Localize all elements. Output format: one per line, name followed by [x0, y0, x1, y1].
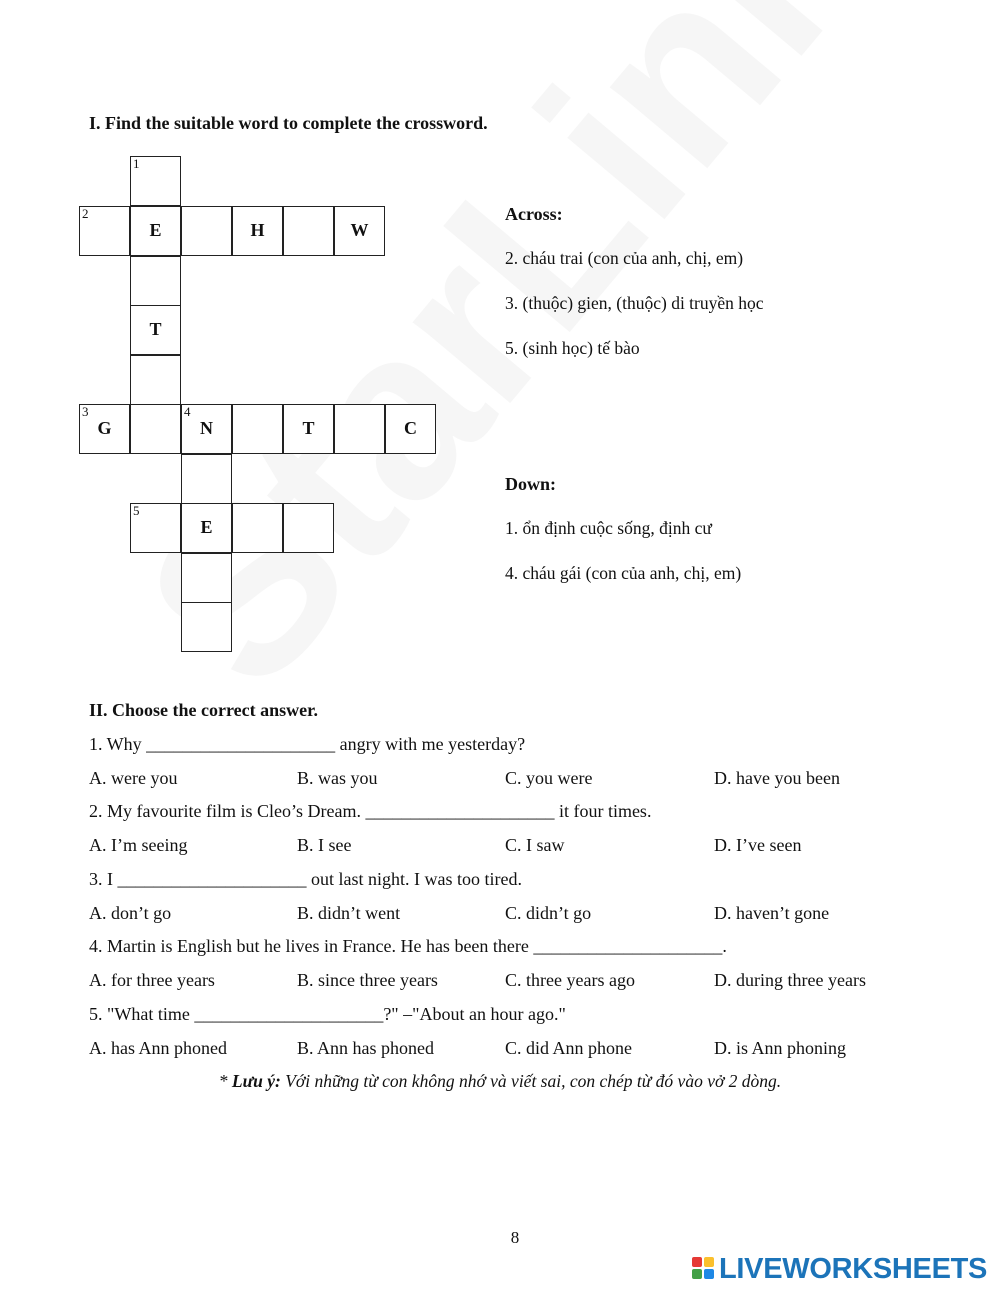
note-prefix: *: [218, 1071, 232, 1091]
crossword-cell-given: [283, 404, 334, 454]
page-number: 8: [510, 1228, 520, 1247]
clue-number-3: 3: [82, 404, 89, 419]
question-1: 1. Why _____________________ angry with me yesterday?: [89, 734, 526, 754]
crossword-cell-given: [385, 404, 436, 454]
crossword-input[interactable]: [184, 219, 229, 245]
crossword-cell[interactable]: [181, 553, 232, 603]
question-3: 3. I _____________________ out last night. I was too tired.: [89, 869, 522, 889]
across-clue: 3. (thuộc) gien, (thuộc) di truyền học: [505, 293, 764, 313]
option-3b[interactable]: B. didn’t went: [297, 903, 401, 923]
given-letter: E: [200, 517, 213, 537]
crossword-input[interactable]: [184, 615, 229, 641]
across-clue: 5. (sinh học) tế bào: [505, 338, 640, 358]
option-2d[interactable]: D. I’ve seen: [714, 835, 802, 855]
crossword-input[interactable]: [184, 566, 229, 592]
option-3a[interactable]: A. don’t go: [89, 903, 172, 923]
crossword-input[interactable]: [337, 417, 382, 443]
option-2c[interactable]: C. I saw: [505, 835, 565, 855]
down-clue: 1. ổn định cuộc sống, định cư: [505, 518, 712, 538]
given-letter: E: [149, 220, 162, 240]
crossword-cell[interactable]: [232, 404, 283, 454]
down-title: Down:: [505, 474, 557, 494]
crossword-input[interactable]: [184, 467, 229, 493]
crossword-cell-given: [181, 404, 232, 454]
crossword-input[interactable]: [133, 417, 178, 443]
liveworksheets-logo[interactable]: [692, 1254, 987, 1284]
option-1d[interactable]: D. have you been: [714, 768, 840, 788]
crossword-input[interactable]: [133, 368, 178, 394]
given-letter: G: [97, 418, 112, 438]
crossword-input[interactable]: [286, 516, 331, 542]
crossword-cell[interactable]: [232, 503, 283, 553]
crossword-cell[interactable]: [130, 156, 181, 206]
crossword-input[interactable]: [133, 269, 178, 295]
crossword-cell-given: [232, 206, 283, 256]
option-5d[interactable]: D. is Ann phoning: [714, 1038, 847, 1058]
crossword-cell[interactable]: [130, 256, 181, 306]
crossword-cell[interactable]: [130, 404, 181, 454]
option-1b[interactable]: B. was you: [297, 768, 378, 788]
crossword-cell[interactable]: [283, 503, 334, 553]
option-4a[interactable]: A. for three years: [89, 970, 215, 990]
crossword-input[interactable]: [235, 417, 280, 443]
option-5b[interactable]: B. Ann has phoned: [297, 1038, 434, 1058]
option-3d[interactable]: D. haven’t gone: [714, 903, 830, 923]
given-letter: W: [350, 220, 369, 240]
note-text: Với những từ con không nhớ và viết sai, con chép từ đó vào vở 2 dòng.: [280, 1071, 782, 1091]
liveworksheets-logo-icon: [692, 1257, 716, 1281]
option-4c[interactable]: C. three years ago: [505, 970, 635, 990]
down-clue: 4. cháu gái (con của anh, chị, em): [505, 563, 742, 583]
crossword-cell[interactable]: [130, 503, 181, 553]
crossword-cell-given: [130, 305, 181, 355]
crossword-cell[interactable]: [334, 404, 385, 454]
question-5: 5. "What time _____________________?" –"About an hour ago.": [89, 1004, 566, 1024]
option-4b[interactable]: B. since three years: [297, 970, 438, 990]
crossword-cell-given: [79, 404, 130, 454]
across-clue: 2. cháu trai (con của anh, chị, em): [505, 248, 744, 268]
crossword-cell[interactable]: [283, 206, 334, 256]
section2-title: II. Choose the correct answer.: [89, 700, 318, 720]
section1-title: I. Find the suitable word to complete the crossword.: [89, 113, 488, 133]
crossword-cell[interactable]: [79, 206, 130, 256]
crossword-input[interactable]: [82, 219, 127, 245]
clue-number-1: 1: [133, 156, 140, 171]
option-5a[interactable]: A. has Ann phoned: [89, 1038, 227, 1058]
option-1a[interactable]: A. were you: [89, 768, 178, 788]
given-letter: N: [200, 418, 213, 438]
across-title: Across:: [505, 204, 563, 224]
question-2: 2. My favourite film is Cleo’s Dream. _____________________ it four times.: [89, 801, 652, 821]
crossword-input[interactable]: [133, 169, 178, 195]
crossword-input[interactable]: [133, 516, 178, 542]
given-letter: H: [250, 220, 265, 240]
crossword-input[interactable]: [235, 516, 280, 542]
clue-number-2: 2: [82, 206, 89, 221]
option-3c[interactable]: C. didn’t go: [505, 903, 592, 923]
given-letter: T: [302, 418, 315, 438]
crossword-cell[interactable]: [181, 454, 232, 504]
logo-text: LIVEWORKSHEETS: [719, 1252, 988, 1285]
question-4: 4. Martin is English but he lives in France. He has been there _____________________.: [89, 936, 727, 956]
crossword-cell-given: [334, 206, 385, 256]
given-letter: T: [149, 319, 162, 339]
note-label: Lưu ý:: [231, 1071, 281, 1091]
note: [0, 1071, 1000, 1092]
option-2b[interactable]: B. I see: [297, 835, 352, 855]
clue-number-5: 5: [133, 503, 140, 518]
option-4d[interactable]: D. during three years: [714, 970, 866, 990]
given-letter: C: [404, 418, 417, 438]
option-1c[interactable]: C. you were: [505, 768, 593, 788]
crossword-cell-given: [130, 206, 181, 256]
crossword-cell[interactable]: [130, 355, 181, 405]
option-5c[interactable]: C. did Ann phone: [505, 1038, 633, 1058]
crossword-cell[interactable]: [181, 602, 232, 652]
option-2a[interactable]: A. I’m seeing: [89, 835, 188, 855]
clue-number-4: 4: [184, 404, 191, 419]
crossword-cell-given: [181, 503, 232, 553]
crossword-input[interactable]: [286, 219, 331, 245]
crossword-cell[interactable]: [181, 206, 232, 256]
